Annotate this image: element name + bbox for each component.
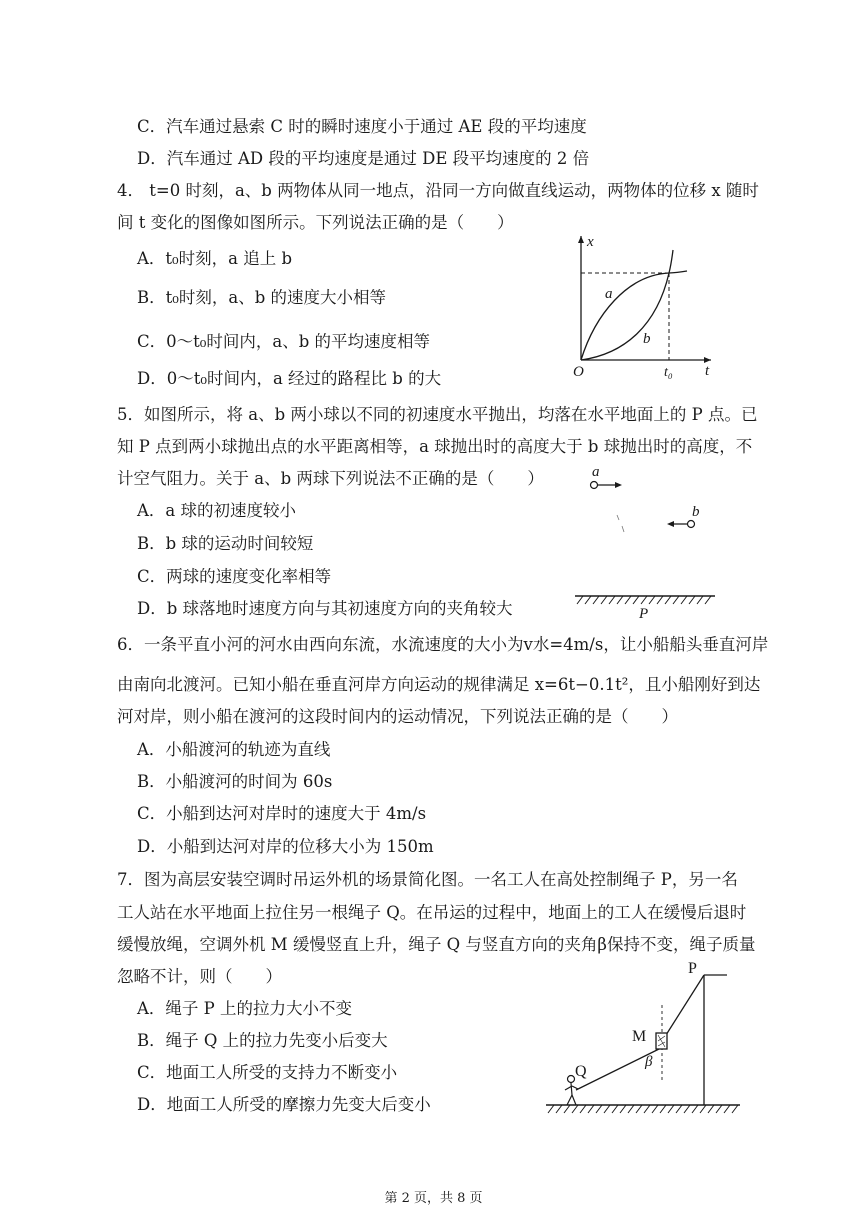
q7-rope-q-label: Q	[575, 1063, 587, 1080]
q4-option-d: D．0～t₀时间内，a 经过的路程比 b 的大	[137, 369, 442, 388]
q7-unit-m-label: M	[632, 1028, 647, 1045]
q7-option-d: D．地面工人所受的摩擦力先变大后变小	[137, 1095, 431, 1114]
q4-option-c: C．0～t₀时间内，a、b 的平均速度相等	[137, 332, 431, 351]
q7-angle-beta-label: β	[645, 1054, 653, 1070]
q5-option-d: D．b 球落地时速度方向与其初速度方向的夹角较大	[137, 599, 513, 618]
q4-curve-a	[581, 271, 687, 360]
q7-stem-line1: 7．图为高层安装空调时吊运外机的场景简化图。一名工人在高处控制绳子 P，另一名	[117, 870, 738, 889]
q4-stem-line2: 间 t 变化的图像如图所示。下列说法正确的是（ ）	[117, 213, 514, 232]
q6-option-d: D．小船到达河对岸的位移大小为 150m	[137, 837, 434, 856]
q5-ball-a-label: a	[592, 464, 600, 480]
q6-option-c: C．小船到达河对岸时的速度大于 4m/s	[137, 804, 427, 823]
q6-stem-line1: 6．一条平直小河的河水由西向东流，水流速度的大小为v水=4m/s，让小船船头垂直河岸	[117, 635, 769, 654]
q5-stem-line2: 知 P 点到两小球抛出点的水平距离相等，a 球抛出时的高度大于 b 球抛出时的高度，不	[117, 437, 753, 456]
q7-hoisting-figure	[542, 955, 747, 1120]
q4-t0-label: t₀	[664, 365, 673, 380]
q3-option-c: C．汽车通过悬索 C 时的瞬时速度小于通过 AE 段的平均速度	[137, 117, 587, 136]
q4-origin-label: O	[573, 364, 584, 380]
q5-option-c: C．两球的速度变化率相等	[137, 567, 332, 586]
q5-option-b: B．b 球的运动时间较短	[137, 534, 314, 553]
q7-stem-line2: 工人站在水平地面上拉住另一根绳子 Q。在吊运的过程中，地面上的工人在缓慢后退时	[117, 903, 747, 922]
q7-option-c: C．地面工人所受的支持力不断变小	[137, 1063, 398, 1082]
q4-curve-b-label: b	[643, 331, 651, 347]
q7-stem-line4: 忽略不计，则（ ）	[117, 967, 282, 986]
q5-point-p-label: P	[639, 606, 649, 622]
q5-option-a: A．a 球的初速度较小	[137, 501, 296, 520]
q3-option-d: D．汽车通过 AD 段的平均速度是通过 DE 段平均速度的 2 倍	[137, 149, 590, 168]
q6-stem-line3: 河对岸，则小船在渡河的这段时间内的运动情况，下列说法正确的是（ ）	[117, 707, 678, 726]
q7-rope-p-label: P	[688, 960, 697, 977]
q4-curve-b	[581, 250, 673, 360]
q6-option-b: B．小船渡河的时间为 60s	[137, 772, 333, 791]
q7-rope-p	[666, 975, 704, 1035]
q4-xt-graph	[565, 230, 715, 380]
page-footer: 第 2 页，共 8 页	[384, 1191, 483, 1206]
q5-projectile-figure	[565, 460, 725, 625]
q5-stem-line1: 5．如图所示，将 a、b 两小球以不同的初速度水平抛出，均落在水平地面上的 P 点。已	[117, 405, 758, 424]
q4-curve-a-label: a	[605, 286, 613, 302]
q4-stem-line1: 4． t=0 时刻，a、b 两物体从同一地点，沿同一方向做直线运动，两物体的位移 x 随时	[117, 181, 759, 200]
q4-t-axis-label: t	[705, 363, 710, 379]
q4-x-axis-label: x	[587, 234, 594, 250]
q7-option-a: A．绳子 P 上的拉力大小不变	[137, 999, 353, 1018]
q7-option-b: B．绳子 Q 上的拉力先变小后变大	[137, 1031, 388, 1050]
q5-ball-b-label: b	[692, 504, 700, 520]
q5-stem-line3: 计空气阻力。关于 a、b 两球下列说法不正确的是（ ）	[117, 469, 544, 488]
q6-option-a: A．小船渡河的轨迹为直线	[137, 740, 331, 759]
q6-stem-line2: 由南向北渡河。已知小船在垂直河岸方向运动的规律满足 x=6t−0.1t²，且小船刚好到达	[117, 675, 761, 694]
q7-stem-line3: 缓慢放绳，空调外机 M 缓慢竖直上升，绳子 Q 与竖直方向的夹角β保持不变，绳子质量	[117, 935, 756, 954]
q4-option-b: B．t₀时刻，a、b 的速度大小相等	[137, 288, 387, 307]
q4-option-a: A．t₀时刻，a 追上 b	[137, 249, 293, 268]
